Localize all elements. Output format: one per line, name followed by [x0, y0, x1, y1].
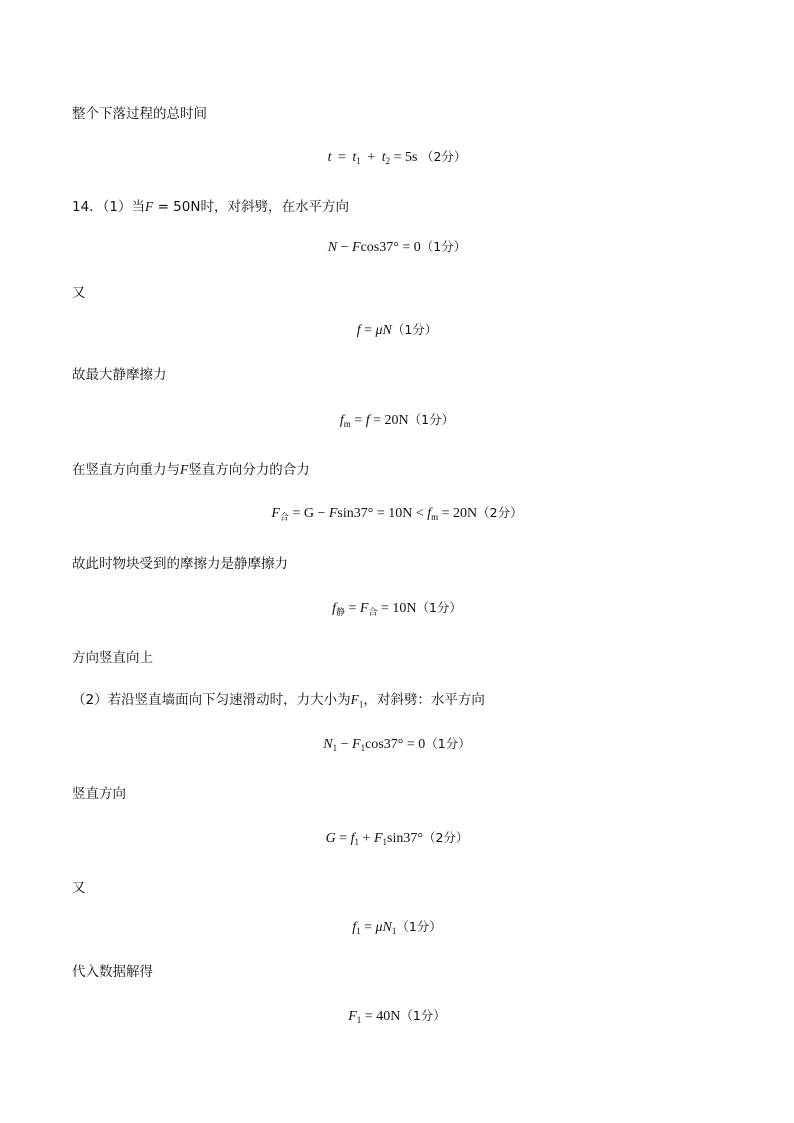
equation-friction: f = μN（1分）	[356, 322, 438, 338]
score-label: （1分）	[416, 600, 462, 615]
text-static-friction-conclusion: 故此时物块受到的摩擦力是静摩擦力	[72, 556, 288, 572]
text-max-static-friction: 故最大静摩擦力	[72, 367, 167, 383]
score-label: （1分）	[400, 1008, 446, 1023]
equation-resultant-force: $F_合 = G - Fsin37^\circ = 10N < f_m = 20N(2$分）	[271, 505, 523, 522]
equation-friction-2: $f_1 = \mu N_1(1$分）	[352, 919, 442, 936]
equation-static-friction: $f_静 = F_合 = 10N(1$分）	[332, 600, 462, 617]
equation-max-friction: $f_m = f = 20N(1$分）	[339, 412, 455, 429]
score-label: （1分）	[396, 919, 442, 934]
equation-vertical-2: $G = f_1 + F_1\sin 37^\circ(2$分）	[325, 830, 469, 847]
text-substitute: 代入数据解得	[72, 964, 153, 980]
text-also-2: 又	[72, 880, 86, 896]
score-label: （1分）	[391, 322, 438, 337]
score-label: （1分）	[425, 736, 471, 751]
var-t1: $t_1$	[352, 150, 361, 166]
equals-sign: =	[338, 150, 346, 165]
text-direction-up: 方向竖直向上	[72, 650, 153, 666]
equation-answer: $F_1 = 40N(1$分）	[348, 1008, 446, 1025]
equation-horizontal-balance: N − Fcos37° = 0（1分）	[327, 239, 467, 255]
var-t2: $t_2$	[381, 150, 391, 166]
score-label: （1分）	[408, 412, 455, 427]
score-label: （1分）	[420, 239, 467, 254]
text-vertical-direction: 竖直方向	[72, 786, 126, 802]
equation-total-time	[0, 147, 794, 166]
score-label: （2分）	[422, 830, 469, 845]
score-label: （2分）	[420, 149, 467, 164]
question-14-part-1: 14．（1）当F = 50N时，对斜劈，在水平方向	[72, 199, 349, 215]
question-14-part-2: （2）若沿竖直墙面向下匀速滑动时，力大小为$F_1$，对斜劈：水平方向	[72, 692, 485, 710]
text-also: 又	[72, 285, 86, 301]
eq1-rhs: = 5s	[393, 150, 418, 165]
equation-horizontal-2: $N_1 - F_1\cos 37^\circ = 0(1$分）	[323, 736, 471, 753]
score-label: （2分）	[477, 505, 523, 520]
text-vertical-resultant: 在竖直方向重力与F竖直方向分力的合力	[72, 462, 310, 478]
text-total-time: 整个下落过程的总时间	[72, 106, 207, 122]
plus-sign: +	[367, 150, 376, 165]
var-t: t	[327, 150, 332, 165]
